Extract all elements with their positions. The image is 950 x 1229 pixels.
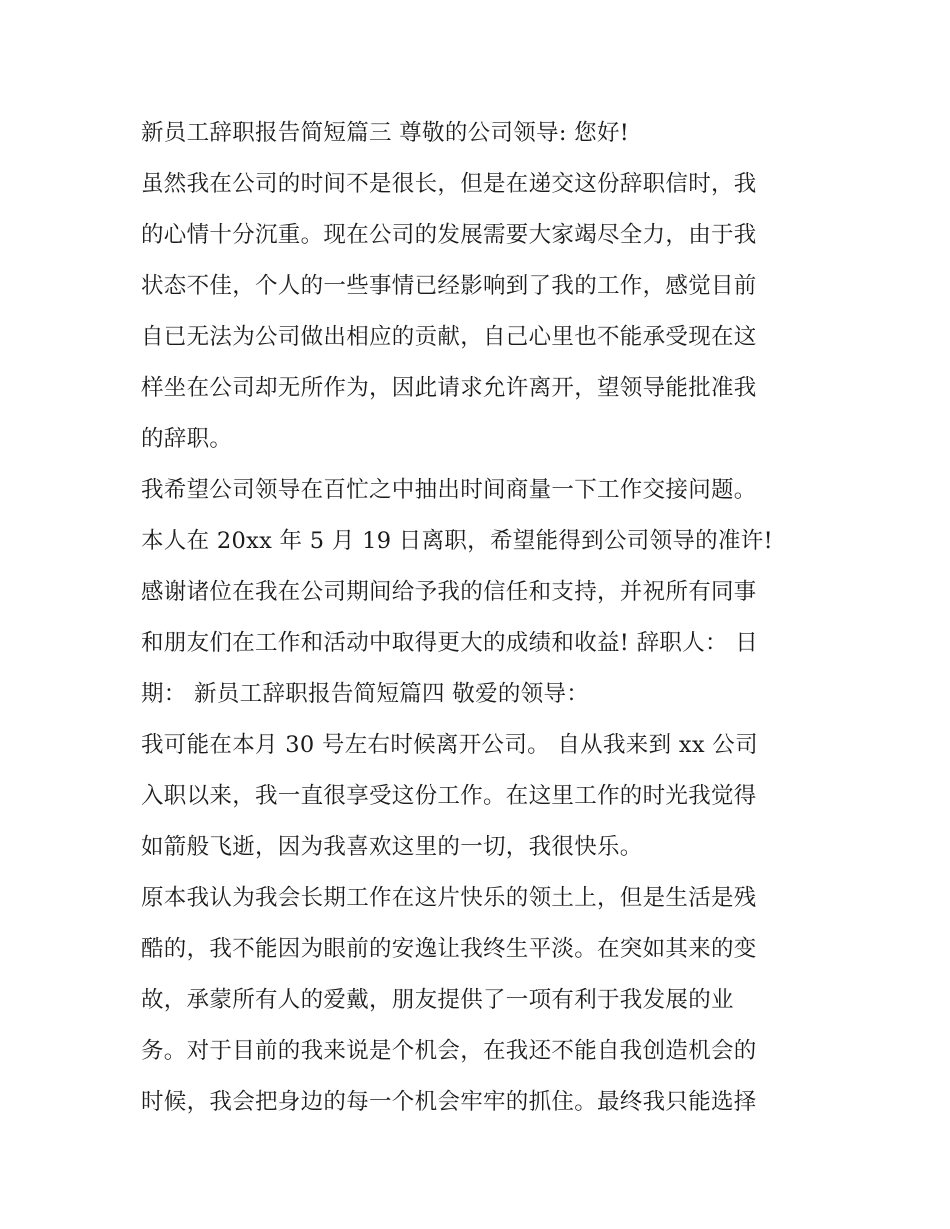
text-line: 期： 新员工辞职报告简短篇四 敬爱的领导： — [141, 681, 590, 707]
text-line: 和朋友们在工作和活动中取得更大的成绩和收益! 辞职人： 日 — [141, 630, 759, 656]
text-line: 感谢诸位在我在公司期间给予我的信任和支持，并祝所有同事 — [141, 579, 757, 605]
text-line: 状态不佳，个人的一些事情已经影响到了我的工作，感觉目前 — [141, 273, 757, 299]
text-line: 样坐在公司却无所作为，因此请求允许离开，望领导能批准我 — [141, 375, 757, 401]
text-line: 自已无法为公司做出相应的贡献，自己心里也不能承受现在这 — [141, 324, 757, 350]
document-body — [141, 108, 821, 1128]
text-line: 新员工辞职报告简短篇三 尊敬的公司领导: 您好! — [141, 120, 630, 146]
text-line: 入职以来，我一直很享受这份工作。在这里工作的时光我觉得 — [141, 783, 757, 809]
text-line: 原本我认为我会长期工作在这片快乐的领土上，但是生活是残 — [141, 885, 757, 911]
text-line: 时候，我会把身边的每一个机会牢牢的抓住。最终我只能选择 — [141, 1089, 757, 1115]
text-line: 务。对于目前的我来说是个机会，在我还不能自我创造机会的 — [141, 1038, 757, 1064]
text-line: 如箭般飞逝，因为我喜欢这里的一切，我很快乐。 — [141, 834, 643, 860]
text-line: 的心情十分沉重。现在公司的发展需要大家竭尽全力，由于我 — [141, 222, 757, 248]
text-line: 本人在 20xx 年 5 月 19 日离职，希望能得到公司领导的准许! — [141, 528, 773, 554]
text-line: 虽然我在公司的时间不是很长，但是在递交这份辞职信时，我 — [141, 171, 757, 197]
text-line: 我希望公司领导在百忙之中抽出时间商量一下工作交接问题。 — [141, 477, 757, 503]
text-line: 的辞职。 — [141, 426, 233, 452]
text-line: 我可能在本月 30 号左右时候离开公司。 自从我来到 xx 公司 — [141, 732, 758, 758]
text-line: 酷的，我不能因为眼前的安逸让我终生平淡。在突如其来的变 — [141, 936, 757, 962]
text-line: 故，承蒙所有人的爱戴，朋友提供了一项有利于我发展的业 — [141, 987, 734, 1013]
